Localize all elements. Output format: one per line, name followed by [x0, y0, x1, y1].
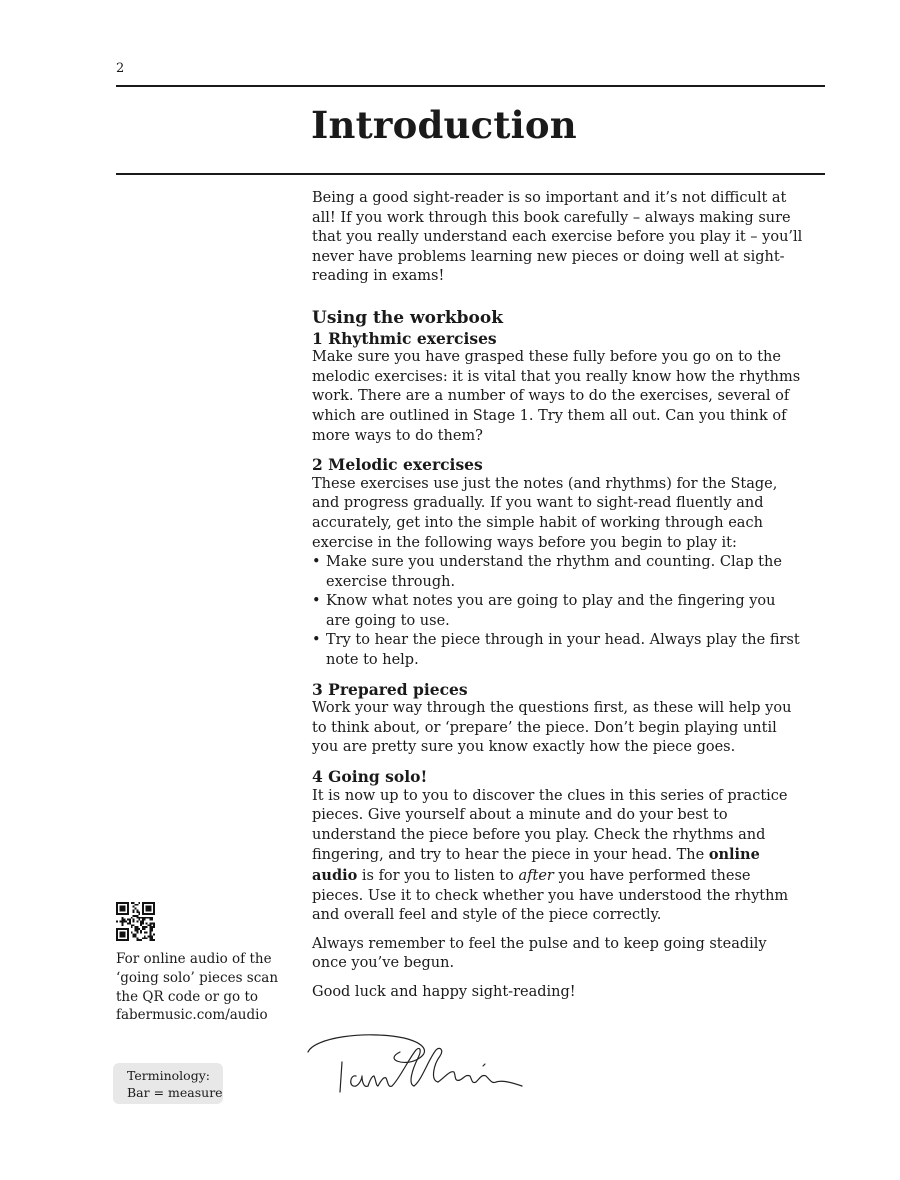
qr-module [116, 928, 118, 930]
qr-module [127, 909, 129, 911]
qr-code-icon[interactable] [116, 902, 155, 941]
qr-module [122, 919, 124, 921]
qr-module [118, 913, 120, 915]
qr-module [125, 928, 127, 930]
qr-module [140, 922, 142, 924]
melodic-exercises-section [312, 455, 804, 671]
rhythmic-exercises-heading: 1 Rhythmic exercises [312, 328, 497, 348]
qr-module [127, 932, 129, 934]
qr-module [153, 902, 155, 904]
qr-module [120, 909, 122, 911]
qr-module [116, 934, 118, 936]
qr-module [135, 935, 137, 937]
going-solo-text-2: is for you to listen to [357, 868, 519, 884]
qr-module [138, 911, 140, 913]
terminology-box [113, 1063, 223, 1104]
qr-module [149, 909, 151, 911]
qr-module [151, 922, 153, 924]
prepared-pieces-heading: 3 Prepared pieces [312, 679, 468, 699]
qr-module [123, 906, 125, 908]
qr-module [127, 934, 129, 936]
signature-icon [304, 1030, 529, 1110]
page-number: 2 [116, 61, 125, 76]
qr-module [153, 906, 155, 908]
qr-module [136, 928, 138, 930]
qr-module [120, 902, 122, 904]
qr-module [133, 919, 135, 921]
qr-module [142, 902, 144, 904]
qr-module [118, 902, 120, 904]
qr-module [123, 939, 125, 941]
top-rule [116, 85, 825, 87]
melodic-exercises-body: These exercises use just the notes (and rhythms) for the Stage, and progress gradually. If you want to sight-read fluently and accurately, get into the simple habit of working through each exercise in the following ways before you begin to play it: [312, 475, 778, 551]
qr-module [148, 924, 150, 926]
qr-module [129, 919, 131, 921]
qr-module [123, 932, 125, 934]
qr-module [153, 924, 155, 926]
qr-module [127, 928, 129, 930]
qr-module [140, 917, 142, 919]
qr-module [123, 921, 125, 923]
qr-module [122, 939, 124, 941]
qr-module [148, 909, 150, 911]
qr-module [142, 917, 144, 919]
qr-module [125, 913, 127, 915]
qr-module [133, 924, 135, 926]
qr-module [146, 917, 148, 919]
qr-module [149, 939, 151, 941]
qr-module [122, 913, 124, 915]
qr-module [144, 926, 146, 928]
qr-module [144, 928, 146, 930]
qr-module [142, 909, 144, 911]
list-item-text: Make sure you understand the rhythm and counting. Clap the exercise through. [326, 554, 782, 590]
qr-module [116, 932, 118, 934]
qr-module [122, 934, 124, 936]
qr-module [125, 921, 127, 923]
qr-module [140, 924, 142, 926]
qr-module [116, 909, 118, 911]
qr-module [120, 908, 122, 910]
after-emphasis: after [518, 868, 554, 884]
qr-module [151, 937, 153, 939]
qr-module [122, 922, 124, 924]
qr-module [142, 926, 144, 928]
qr-module [122, 909, 124, 911]
qr-module [133, 934, 135, 936]
qr-module [146, 906, 148, 908]
qr-module [122, 908, 124, 910]
bullet-icon: • [312, 554, 321, 571]
qr-module [149, 928, 151, 930]
qr-module [127, 906, 129, 908]
rhythmic-exercises-section [312, 329, 804, 447]
qr-module [136, 917, 138, 919]
qr-module [127, 930, 129, 932]
qr-module [133, 909, 135, 911]
qr-module [118, 939, 120, 941]
qr-module [146, 937, 148, 939]
qr-module [140, 932, 142, 934]
qr-module [116, 930, 118, 932]
qr-module [123, 902, 125, 904]
melodic-tips-list [312, 553, 804, 671]
going-solo-heading: 4 Going solo! [312, 767, 428, 787]
qr-module [151, 939, 153, 941]
qr-module [142, 928, 144, 930]
qr-module [149, 908, 151, 910]
qr-module [120, 913, 122, 915]
qr-module [144, 935, 146, 937]
qr-module [116, 935, 118, 937]
qr-module [122, 917, 124, 919]
qr-module [149, 924, 151, 926]
melodic-exercises-heading: 2 Melodic exercises [312, 455, 483, 475]
qr-module [122, 921, 124, 923]
qr-module [131, 932, 133, 934]
qr-module [144, 919, 146, 921]
qr-module [144, 932, 146, 934]
qr-module [122, 906, 124, 908]
qr-module [116, 911, 118, 913]
qr-module [129, 922, 131, 924]
qr-module [133, 915, 135, 917]
qr-module [151, 919, 153, 921]
qr-module [153, 908, 155, 910]
qr-module [149, 913, 151, 915]
qr-module [120, 921, 122, 923]
title-underline-rule [116, 173, 825, 175]
qr-module [142, 911, 144, 913]
list-item [312, 592, 804, 631]
qr-module [123, 919, 125, 921]
qr-module [136, 909, 138, 911]
qr-module [151, 902, 153, 904]
qr-module [135, 908, 137, 910]
qr-module [127, 922, 129, 924]
qr-module [142, 908, 144, 910]
qr-module [151, 928, 153, 930]
section-heading: Using the workbook [312, 307, 504, 328]
qr-module [120, 906, 122, 908]
online-audio-emphasis: online audio [312, 846, 760, 884]
qr-module [133, 921, 135, 923]
qr-module [149, 917, 151, 919]
qr-module [135, 934, 137, 936]
qr-module [153, 909, 155, 911]
qr-module [138, 919, 140, 921]
going-solo-text-3: you have performed these pieces. Use it to check whether you have understood the rhythm and overall feel and style of the piece correctly. [312, 868, 789, 924]
online-audio-note: For online audio of the ‘going solo’ pieces scan the QR code or go to fabermusic.com/audio [116, 951, 279, 1024]
rhythmic-exercises-body: Make sure you have grasped these fully before you go on to the melodic exercises: it is vital that you really know how the rhythms work. There are a number of ways to do the exercises, several of which are outlined in Stage 1. Try them all out. Can you think of more ways to do them? [312, 349, 801, 444]
qr-module [149, 932, 151, 934]
qr-module [136, 904, 138, 906]
prepared-pieces-section [312, 680, 804, 758]
qr-module [144, 917, 146, 919]
qr-module [127, 935, 129, 937]
terminology-label: Terminology: [127, 1068, 210, 1083]
qr-module [123, 909, 125, 911]
qr-module [142, 922, 144, 924]
qr-module [149, 935, 151, 937]
qr-module [116, 939, 118, 941]
qr-module [148, 935, 150, 937]
qr-module [122, 902, 124, 904]
qr-module [136, 930, 138, 932]
qr-module [138, 913, 140, 915]
qr-module [138, 939, 140, 941]
bullet-icon: • [312, 632, 321, 649]
qr-module [142, 904, 144, 906]
qr-module [153, 926, 155, 928]
qr-module [144, 902, 146, 904]
list-item [312, 631, 804, 670]
qr-module [136, 926, 138, 928]
qr-module [125, 939, 127, 941]
qr-module [151, 926, 153, 928]
qr-module [136, 939, 138, 941]
going-solo-section [312, 767, 804, 926]
going-solo-body [312, 787, 804, 926]
qr-module [120, 935, 122, 937]
qr-module [142, 921, 144, 923]
qr-module [149, 934, 151, 936]
qr-module [135, 904, 137, 906]
qr-module [138, 917, 140, 919]
qr-module [142, 913, 144, 915]
qr-module [122, 924, 124, 926]
qr-module [142, 919, 144, 921]
qr-module [148, 902, 150, 904]
qr-module [123, 913, 125, 915]
qr-module [148, 913, 150, 915]
qr-module [125, 902, 127, 904]
qr-module [138, 928, 140, 930]
prepared-pieces-body: Work your way through the questions first, as these will help you to think about, or ‘prepare’ the piece. Don’t begin playing until you are pretty sure you know exactly how the piece goes. [312, 700, 792, 756]
list-item-text: Know what notes you are going to play and the fingering you are going to use. [326, 593, 776, 629]
qr-module [135, 930, 137, 932]
qr-module [122, 932, 124, 934]
qr-module [123, 935, 125, 937]
qr-module [123, 934, 125, 936]
qr-module [131, 926, 133, 928]
qr-module [146, 932, 148, 934]
qr-module [149, 937, 151, 939]
terminology-definition: Bar = measure [127, 1085, 223, 1100]
qr-module [146, 926, 148, 928]
qr-module [142, 937, 144, 939]
qr-module [146, 922, 148, 924]
qr-module [123, 908, 125, 910]
qr-module [149, 926, 151, 928]
qr-module [120, 932, 122, 934]
qr-module [146, 909, 148, 911]
qr-module [116, 921, 118, 923]
qr-module [131, 924, 133, 926]
qr-module [127, 904, 129, 906]
qr-module [127, 939, 129, 941]
qr-module [136, 911, 138, 913]
qr-module [135, 915, 137, 917]
qr-module [118, 928, 120, 930]
qr-module [116, 913, 118, 915]
qr-module [144, 913, 146, 915]
qr-module [122, 928, 124, 930]
qr-module [146, 902, 148, 904]
qr-module [146, 913, 148, 915]
qr-module [153, 913, 155, 915]
going-solo-text-1: It is now up to you to discover the clues in this series of practice pieces. Give yourself about a minute and do your best to understand the piece before you play. Check the rhythms and fingering, and try to hear the piece in your head. The [312, 787, 788, 864]
qr-module [123, 928, 125, 930]
qr-module [148, 917, 150, 919]
qr-module [136, 915, 138, 917]
closing-pulse-paragraph: Always remember to feel the pulse and to keep going steadily once you’ve begun. [312, 935, 767, 972]
qr-module [151, 935, 153, 937]
qr-module [116, 902, 118, 904]
qr-module [153, 904, 155, 906]
qr-module [131, 902, 133, 904]
intro-paragraph: Being a good sight-reader is so important and it’s not difficult at all! If you work through this book carefully – always making sure that you really understand each exercise before you play it – you’ll never have problems learning new pieces or doing well at sight-reading in exams! [312, 190, 803, 285]
qr-module [140, 939, 142, 941]
qr-module [133, 935, 135, 937]
qr-module [148, 906, 150, 908]
bullet-icon: • [312, 593, 321, 610]
qr-module [127, 937, 129, 939]
qr-module [149, 922, 151, 924]
qr-module [120, 934, 122, 936]
qr-module [151, 913, 153, 915]
qr-module [131, 917, 133, 919]
qr-module [135, 928, 137, 930]
qr-module [116, 904, 118, 906]
qr-module [148, 908, 150, 910]
qr-module [127, 913, 129, 915]
qr-module [153, 934, 155, 936]
qr-module [129, 921, 131, 923]
qr-module [149, 919, 151, 921]
qr-module [151, 930, 153, 932]
qr-module [142, 906, 144, 908]
qr-module [127, 908, 129, 910]
qr-module [144, 937, 146, 939]
closing-good-luck-paragraph: Good luck and happy sight-reading! [312, 983, 576, 1000]
qr-module [116, 906, 118, 908]
page-title: Introduction [311, 103, 577, 147]
qr-module [153, 911, 155, 913]
qr-module [116, 937, 118, 939]
qr-module [120, 928, 122, 930]
qr-module [127, 902, 129, 904]
qr-module [149, 930, 151, 932]
qr-module [122, 935, 124, 937]
qr-module [135, 926, 137, 928]
qr-module [127, 911, 129, 913]
qr-module [140, 921, 142, 923]
qr-module [136, 932, 138, 934]
qr-module [146, 908, 148, 910]
qr-module [136, 937, 138, 939]
qr-module [127, 919, 129, 921]
qr-module [153, 939, 155, 941]
list-item-text: Try to hear the piece through in your head. Always play the first note to help. [326, 632, 800, 669]
qr-module [120, 939, 122, 941]
qr-module [153, 922, 155, 924]
qr-module [133, 902, 135, 904]
qr-module [138, 902, 140, 904]
qr-module [133, 906, 135, 908]
qr-module [149, 902, 151, 904]
qr-module [140, 930, 142, 932]
qr-module [116, 908, 118, 910]
qr-module [151, 917, 153, 919]
qr-module [136, 921, 138, 923]
main-text-column [312, 189, 804, 1012]
qr-module [133, 911, 135, 913]
qr-module [149, 906, 151, 908]
list-item [312, 553, 804, 592]
